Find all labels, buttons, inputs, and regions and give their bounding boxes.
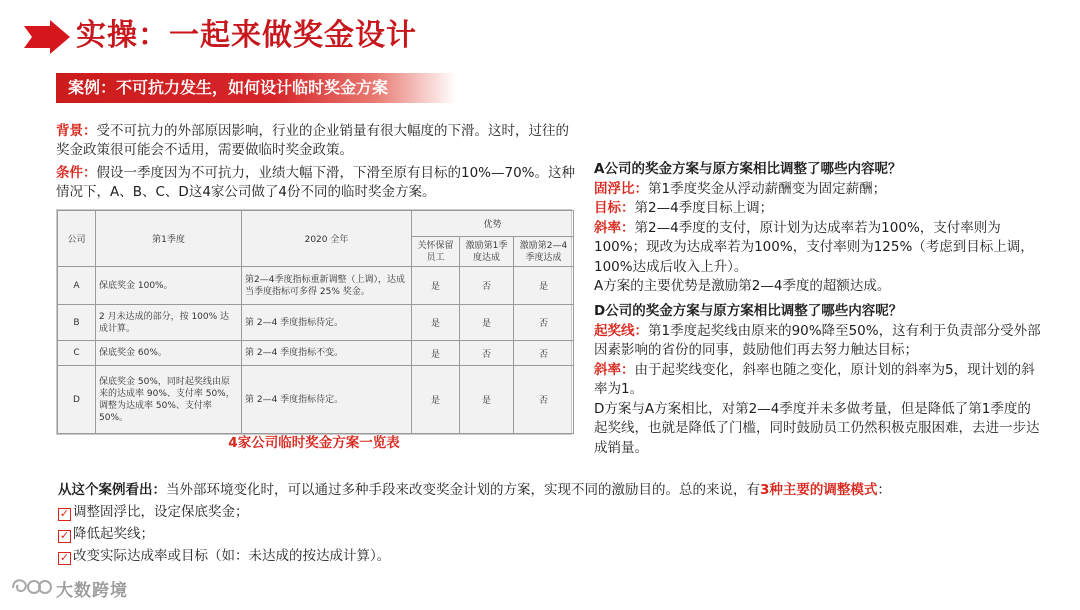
arrow-right-icon [24,20,70,54]
page-title: 实操：一起来做奖金设计 [76,18,417,53]
summary-item [58,501,1058,523]
summary-item [58,523,1058,545]
table-row [58,305,574,341]
condition-label: 条件： [56,165,97,181]
cell-adv2: 是 [460,366,514,434]
header-company: 公司 [58,211,96,267]
cell-q1: 2 月未达成的部分，按 100% 达成计算。 [96,305,242,341]
analysis-a [594,160,1044,297]
header-q1: 第1季度 [96,211,242,267]
cell-year: 第2—4季度指标重新调整（上调），达成当季度指标可多得 25% 奖金。 [242,267,412,305]
item-label: 固浮比： [594,180,648,197]
analysis-d-item [594,322,1044,361]
item-label: 斜率： [594,219,635,236]
item-text: 第1季度奖金从浮动薪酬变为固定薪酬； [648,180,887,197]
header-adv-q2-4: 激励第2—4季度达成 [514,237,574,267]
header-year: 2020 全年 [242,211,412,267]
analysis-a-heading: A公司的奖金方案与原方案相比调整了哪些内容呢？ [594,161,902,177]
analysis-a-item [594,199,1044,219]
checkbox-checked-icon: ✓ [59,551,70,564]
cell-adv2: 否 [460,341,514,366]
cell-adv2: 是 [460,305,514,341]
analysis-d-heading: D公司的奖金方案与原方案相比调整了哪些内容呢？ [594,303,903,319]
header-advantage: 优势 [412,211,574,237]
condition-paragraph [56,164,576,201]
summary-highlight: 3种主要的调整模式 [760,482,878,498]
analysis-a-item [594,180,1044,200]
analysis-d-conclusion: D方案与A方案相比，对第2—4季度并未多做考量，但是降低了第1季度的起奖线，也就是降低了门槛，同时鼓励员工仍然积极克服困难，去进一步达成销量。 [594,400,1040,456]
table-caption: 4家公司临时奖金方案一览表 [228,435,400,451]
case-banner [56,73,456,103]
summary-lead: 从这个案例看出： [58,482,166,498]
item-text: 第1季度起奖线由原来的90%降至50%，这有利于负责部分受外部因素影响的省份的同事，鼓励他们再去努力触达目标； [594,322,1041,358]
cell-adv2: 否 [460,267,514,305]
cell-adv1: 是 [412,267,460,305]
cell-year: 第 2—4 季度指标不变。 [242,341,412,366]
cell-adv3: 否 [514,305,574,341]
summary-item-text: 调整固浮比，设定保底奖金； [73,504,249,520]
cell-q1: 保底奖金 50%，同时起奖线由原来的达成率 90%、支付率 50%，调整为达成率 50%、支付率 50%。 [96,366,242,434]
cell-adv3: 是 [514,267,574,305]
item-label: 起奖线： [594,322,648,339]
logo-icon [10,575,52,601]
checkbox-checked-icon: ✓ [59,507,70,520]
cell-adv1: 是 [412,366,460,434]
cell-adv1: 是 [412,341,460,366]
item-label: 目标： [594,200,635,216]
background-label: 背景： [56,123,97,139]
table-row [58,341,574,366]
plan-table [57,210,574,434]
case-banner-text: 案例：不可抗力发生，如何设计临时奖金方案 [68,78,389,97]
cell-year: 第 2—4 季度指标待定。 [242,305,412,341]
summary-text: 当外部环境变化时，可以通过多种手段来改变奖金计划的方案，实现不同的激励目的。总的来说，有 [166,482,760,498]
cell-q1: 保底奖金 60%。 [96,341,242,366]
checkbox-checked-icon: ✓ [59,529,70,542]
summary-item-text: 降低起奖线； [73,526,154,542]
analysis-d-item [594,361,1044,400]
summary-tail: ： [877,482,891,498]
cell-q1: 保底奖金 100%。 [96,267,242,305]
watermark-text: 大数跨境 [56,580,128,601]
cell-company: B [58,305,96,341]
header-adv-q1: 激励第1季度达成 [460,237,514,267]
header-adv-retain: 关怀保留员工 [412,237,460,267]
analysis-a-conclusion: A方案的主要优势是激励第2—4季度的超额达成。 [594,278,891,294]
cell-adv3: 否 [514,341,574,366]
item-label: 斜率： [594,361,635,378]
cell-company: A [58,267,96,305]
background-text: 受不可抗力的外部原因影响，行业的企业销量有很大幅度的下滑。这时，过往的奖金政策很可能会不适用，需要做临时奖金政策。 [56,123,569,158]
cell-company: D [58,366,96,434]
summary-lead-line [58,479,1058,501]
item-text: 第2—4季度目标上调； [634,200,774,216]
condition-text: 假设一季度因为不可抗力，业绩大幅下滑，下滑至原有目标的10%—70%。这种情况下，A、B、C、D这4家公司做了4份不同的临时奖金方案。 [56,165,576,200]
summary-item-text: 改变实际达成率或目标（如：未达成的按达成计算）。 [73,548,391,564]
background-paragraph [56,122,576,159]
table-row [58,267,574,305]
summary [58,479,1058,567]
plan-table-panel [56,209,572,435]
cell-company: C [58,341,96,366]
cell-year: 第 2—4 季度指标待定。 [242,366,412,434]
cell-adv1: 是 [412,305,460,341]
table-row [58,366,574,434]
item-text: 第2—4季度的支付，原计划为达成率若为100%，支付率则为100%；现改为达成率若为100%，支付率则为125%（考虑到目标上调，100%达成后收入上升）。 [594,219,1034,275]
cell-adv3: 否 [514,366,574,434]
item-text: 由于起奖线变化，斜率也随之变化，原计划的斜率为5，现计划的斜率为1。 [594,361,1035,397]
watermark [10,575,128,601]
summary-item [58,545,1058,567]
analysis-a-item [594,219,1044,278]
analysis-d [594,302,1044,458]
